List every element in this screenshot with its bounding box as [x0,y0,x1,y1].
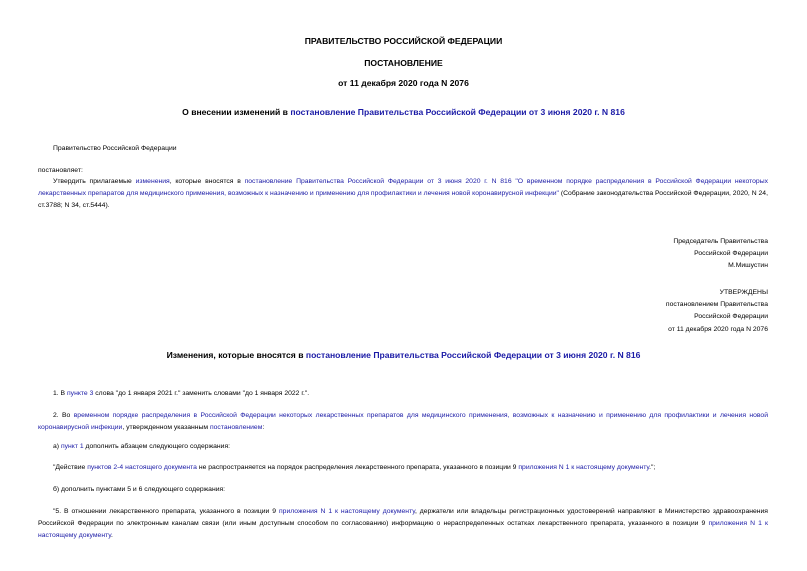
title-link[interactable]: постановление Правительства Российской Федерации от 3 июня 2020 г. N 816 [290,107,625,117]
item-2-text-2: , утвержденном указанным [122,424,210,432]
link-points-2-4[interactable]: пунктов 2-4 настоящего документа [87,464,197,471]
changes-title-link[interactable]: постановление Правительства Российской Федерации от 3 июня 2020 г. N 816 [305,350,641,360]
changes-title-prefix: Изменения, которые вносятся в [166,350,306,360]
quote-1 [53,462,768,474]
item-a-text-1: а) [53,443,61,450]
quote-2-text-2: , держатели или владельцы регистрационных удостоверений направляют в Министерство здравоохранения Российской Федерации по электронным каналам связи (или иным доступным способом по согласованию) информацию о нераспределенных остатках лекарственного препарата, указанного в позиции 9 [38,508,768,528]
approve-text-3: (Собрание законодательства Российской Федерации, 2020, N 24, ст.3788; N 34, ст.5444). [38,190,768,210]
link-appendix-1-b[interactable]: приложения N 1 к настоящему документу [279,508,415,515]
approve-paragraph [38,176,768,213]
link-appendix-1-c[interactable]: приложения N 1 к настоящему документу [38,520,769,540]
header-government: ПРАВИТЕЛЬСТВО РОССИЙСКОЙ ФЕДЕРАЦИИ [304,36,503,46]
approve-text-1: Утвердить прилагаемые [53,178,136,185]
link-point-1[interactable]: пункт 1 [60,443,84,450]
item-1-text-1: 1. В [53,390,67,397]
link-resolution[interactable]: постановлением [209,424,263,432]
link-temporary-procedure[interactable]: временном порядке распределения в Российской Федерации некоторых лекарственных препаратов для медицинского применения, возможных к назначению и применению для профилактики и лечения новой коронавирусной инфекции [38,412,769,432]
intro-government: Правительство Российской Федерации [53,145,177,152]
header-date: от 11 декабря 2020 года N 2076 [338,78,469,88]
approved-country: Российской Федерации [694,313,768,321]
item-2 [38,410,768,434]
quote-1-text-3: ."; [649,464,656,471]
quote-2-text-3: . [111,532,113,540]
item-1 [53,388,768,400]
item-b: б) дополнить пунктами 5 и 6 следующего содержания: [53,486,226,493]
title-prefix: О внесении изменений в [182,107,291,117]
link-decree-816[interactable]: постановление Правительства Российской Федерации от 3 июня 2020 г. N 816 "О временном порядке распределения в Российской Федерации некоторых лекарственных препаратов для медицинского применения, возможных к назначению и применению для профилактики и лечения новой коронавирусной инфекции" [38,178,768,198]
signature-block [468,236,768,273]
document-title [0,107,807,117]
signature-name: М.Мишустин [728,262,768,270]
item-2-text-1: 2. Во [53,412,74,419]
changes-title [0,350,807,360]
approved-label: УТВЕРЖДЕНЫ [719,289,768,296]
signature-country: Российской Федерации [694,250,768,258]
quote-1-text-1: "Действие [53,464,88,471]
link-point-3[interactable]: пункте 3 [66,390,94,397]
item-a [53,441,768,453]
quote-2 [38,506,768,543]
intro-decree: постановляет: [38,167,83,174]
approved-block [468,287,768,336]
header-doc-type: ПОСТАНОВЛЕНИЕ [364,58,443,68]
approved-by: постановлением Правительства [665,301,768,309]
link-appendix-1-a[interactable]: приложения N 1 к настоящему документу [518,464,650,471]
link-changes[interactable]: изменения [135,178,170,185]
signature-position: Председатель Правительства [673,238,768,245]
quote-1-text-2: не распространяется на порядок распределения лекарственного препарата, указанного в позиции 9 [196,464,519,471]
item-1-text-2: слова "до 1 января 2021 г." заменить словами "до 1 января 2022 г.". [93,390,310,397]
item-a-text-2: дополнить абзацем следующего содержания: [83,443,231,450]
approve-text-2: , которые вносятся в [169,178,245,185]
approved-date: от 11 декабря 2020 года N 2076 [668,325,768,333]
quote-2-text-1: "5. В отношении лекарственного препарата, указанного в позиции 9 [53,508,279,515]
item-2-text-3: : [262,424,265,432]
